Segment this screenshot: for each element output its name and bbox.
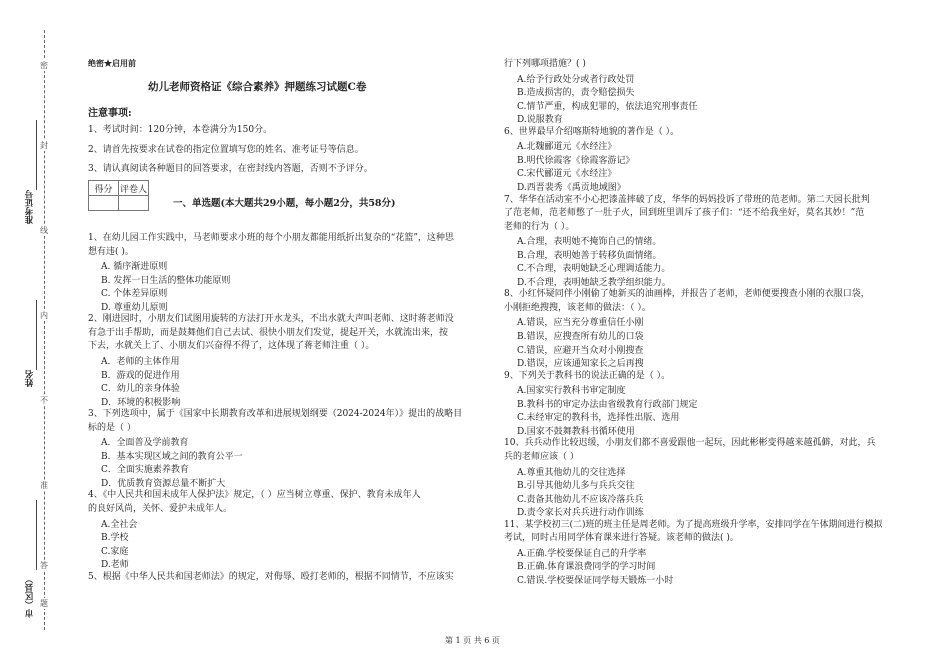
seal-char: 密 [40,61,48,70]
answer-option[interactable]: C.家庭 [101,546,129,557]
answer-option[interactable]: D. 尊重幼儿原则 [101,302,168,313]
notice-item: 3、请认真阅读各种题目的回答要求，在密封线内答题，否则不予评分。 [88,164,373,174]
answer-option[interactable]: D.说服教育 [517,115,563,126]
notice-heading: 注意事项: [88,108,132,119]
answer-option[interactable]: A.国家实行教科书审定制度 [517,386,626,397]
answer-option[interactable]: B.学校 [101,533,129,544]
notice-item: 2、请首先按要求在试卷的指定位置填写您的姓名、准考证号等信息。 [88,145,364,155]
score-label: 得分 [89,181,119,196]
answer-option[interactable]: B.造成损害的，责令赔偿损失 [517,88,635,99]
answer-option[interactable]: A.北魏郦道元《水经注》 [517,142,617,153]
question-stem: 11、某学校初三(二)班的班主任是周老师。为了提高班级升学率，安排同学在午体期间进行模拟 [504,519,883,530]
answer-option[interactable]: D.国家不鼓舞教科书循环使用 [517,426,635,437]
question-stem: 2、刚进园时，小朋友们试图用旋转的方法打开水龙头，不出水就大声叫老师、这时蒋老师没 [88,314,454,325]
district-label: 市（区县） [25,575,35,618]
answer-option[interactable]: C. 个体差异原则 [101,289,168,300]
question-stem: 7、华华在活动室不小心把漆盖摔破了皮，华华的妈妈投诉了带班的范老师。第二天园长批判 [504,194,870,205]
answer-option[interactable]: D．优质教育资源总量不断扩大 [101,478,226,489]
answer-option[interactable]: D．环境的积极影响 [101,397,181,408]
answer-option[interactable]: A．老师的主体作用 [101,356,180,367]
grader-label: 评卷人 [119,181,149,196]
question-stem: 3、下列选项中，属于《国家中长期教育改革和进展规划纲要（2024-2024年）》提出的战略目 [88,409,463,420]
answer-option[interactable]: B.教科书的审定办法由省级教育行政部门规定 [517,399,698,410]
question-stem: 5、根据《中华人民共和国老师法》的规定，对侮辱、殴打老师的，根据不同情节，不应该实 [88,571,454,582]
question-stem: 考试，同时占用同学体育课来进行答疑。该老师的做法( )。 [504,533,739,544]
answer-option[interactable]: A.尊重其他幼儿的交往选择 [517,467,626,478]
answer-option[interactable]: B.明代徐霞客《徐霞客游记》 [517,155,635,166]
page-title: 幼儿老师资格证《综合素养》押题练习试题C卷 [148,81,367,93]
question-stem: 下去，水就关上了、小朋友们兴奋得不得了，这体现了蒋老师注重（ ）。 [88,341,375,352]
question-stem: 小刚拒绝搜搜，该老师的做法：（ ）。 [504,302,651,313]
seal-dashed-line [44,30,45,630]
answer-option[interactable]: C.错误.学校要保证同学每天锻炼一小时 [517,575,674,586]
grader-cell[interactable] [119,196,149,211]
answer-option[interactable]: B.引导其他幼儿多与兵兵交往 [517,481,635,492]
answer-option[interactable]: A.正确.学校要保证自己的升学率 [517,548,647,559]
seal-char: 题 [40,599,48,608]
answer-option[interactable]: A.合理，表明她不掩饰自己的情绪。 [517,237,662,248]
seal-char: 答 [40,561,48,570]
seal-char: 封 [40,141,48,150]
district-underline [36,500,37,570]
question-stem: 想有违( )。 [88,246,134,257]
answer-option[interactable]: A.错误，应当充分尊重信任小刚 [517,318,644,329]
question-stem: 的良好风尚，关怀、爱护未成年人。 [88,504,233,514]
answer-option[interactable]: C.未经审定的教科书，选择性出版、选用 [517,413,680,424]
seal-char: 内 [40,311,48,320]
answer-option[interactable]: C．全面实施素养教育 [101,465,189,476]
answer-option[interactable]: B. 发挥一日生活的整体功能原则 [101,275,231,286]
answer-option[interactable]: B．游戏的促进作用 [101,370,180,381]
notice-item: 1、考试时间：120分钟，本卷满分为150分。 [88,125,273,135]
seal-char: 准 [40,481,48,490]
question-stem: 有急于出手帮助，而是鼓舞他们自己去试、很快小朋友们发觉，提起开关，水就流出来，按 [88,327,449,338]
answer-option[interactable]: A. 循序渐进原则 [101,262,168,273]
answer-option[interactable]: B.合理，表明她善于转移负面情绪。 [517,250,662,261]
answer-option[interactable]: C.责备其他幼儿不应该冷落兵兵 [517,494,644,505]
question-stem: 标的是（ ） [88,422,136,433]
question-stem: 老师的行为（ ）。 [504,221,575,232]
answer-option[interactable]: B.正确.体育课浪费同学的学习时间 [517,562,656,573]
seal-char: 不 [40,396,48,405]
name-label: 姓名 [25,370,35,387]
answer-option[interactable]: A．全面普及学前教育 [101,438,189,449]
answer-option[interactable]: B.错误，应搜查所有幼儿的口袋 [517,332,644,342]
answer-option[interactable]: C.宋代郦道元《水经注》 [517,169,617,180]
answer-option[interactable]: D.责令家长对兵兵进行动作训练 [517,508,644,519]
seal-char: 线 [40,226,48,235]
question-stem: 行下列哪项措施？( ) [504,59,586,69]
question-stem: 10、兵兵动作比较迟缓，小朋友们都不喜爱跟他一起玩，因此彬彬变得越来越孤僻，对此，兵 [504,438,876,449]
exam-id-underline [36,120,37,190]
question-stem: 1、在幼儿园工作实践中，马老师要求小班的每个小朋友都能用纸折出复杂的“花篮”，这种思 [88,233,454,243]
answer-option[interactable]: C.错误，应避开当众对小刚搜查 [517,345,644,356]
question-stem: 6、世界最早介绍喀斯特地貌的著作是（ ）。 [504,126,680,137]
answer-option[interactable]: D.错误，应该通知家长之后再搜 [517,359,644,370]
question-stem: 兵的老师应该（ ） [504,451,579,462]
section-title: 一、单选题(本大题共29小题，每小题2分，共58分) [173,198,396,209]
answer-option[interactable]: A.给予行政处分或者行政处罚 [517,74,635,85]
answer-option[interactable]: C.情节严重，构成犯罪的，依法追究刑事责任 [517,101,698,112]
question-stem: 了范老师，范老师憋了一肚子火，回到班里训斥了孩子们：“还不给我坐好，莫名其妙！”范 [504,208,865,219]
answer-option[interactable]: D.不合理，表明她缺乏教学组织能力。 [517,277,671,288]
name-underline [36,300,37,370]
answer-option[interactable]: C．幼儿的亲身体验 [101,384,180,395]
exam-id-label: 准考证号 [25,190,35,224]
answer-option[interactable]: D.西晋裴秀《禹贡地域图》 [517,182,626,193]
secret-mark: 绝密★启用前 [88,58,136,68]
answer-option[interactable]: B．基本实现区域之间的教育公平一 [101,451,243,462]
page-footer: 第 1 页 共 6 页 [445,636,500,645]
question-stem: 8、小红怀疑同伴小刚偷了她新买的油画棒，并报告了老师，老师便要搜查小刚的衣服口袋， [504,289,870,300]
answer-option[interactable]: D.老师 [101,560,129,571]
question-stem: 4、《中人民共和国未成年人保护法》规定，（ ）应当树立尊重、保护、教育未成年人 [88,490,421,501]
score-cell[interactable] [89,196,119,211]
score-box [88,180,149,211]
answer-option[interactable]: C.不合理，表明她缺乏心理调适能力。 [517,264,671,275]
answer-option[interactable]: A.全社会 [101,519,138,530]
question-stem: 9、下列关于教科书的说法正确的是（ ）。 [504,370,671,381]
